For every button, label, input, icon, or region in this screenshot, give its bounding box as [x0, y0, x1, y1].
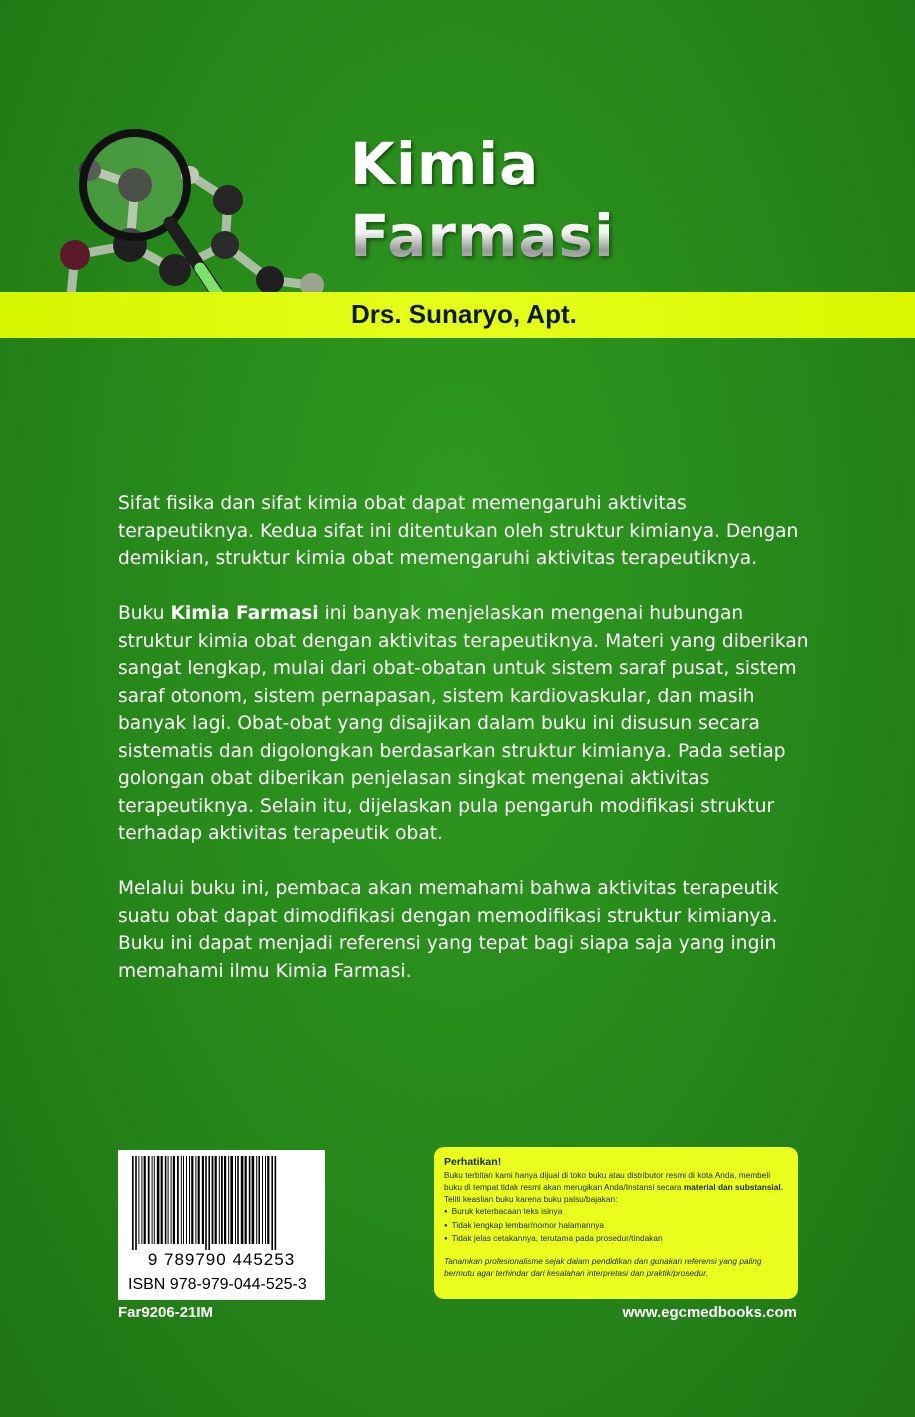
book-description [118, 490, 818, 1013]
paragraph-2-suffix: ini banyak menjelaskan mengenai hubungan struktur kimia obat dengan aktivitas terapeutiknya. Materi yang diberikan sangat lengkap, mulai dari obat-obatan untuk sistem saraf pusat, sistem saraf otonom, sistem pernapasan, sistem kardiovaskular, dan masih banyak lagi. Obat-obat yang disajikan dalam buku ini disusun secara sistematis dan digolongkan berdasarkan struktur kimianya. Pada setiap golongan obat diberikan penjelasan singkat mengenai aktivitas terapeutiknya. Selain itu, dijelaskan pula pengaruh modifikasi struktur terhadap aktivitas terapeutik obat. [118, 603, 809, 844]
notice-title: Perhatikan! [444, 1156, 502, 1168]
notice-list [444, 1205, 788, 1246]
paragraph-2-prefix: Buku [118, 603, 171, 624]
notice-box [434, 1147, 798, 1299]
notice-list-item: ● Tidak lengkap lembar/nomor halamannya [444, 1219, 788, 1233]
notice-list-item: ● Tidak jelas cetakannya, terutama pada prosedur/tindakan [444, 1232, 788, 1246]
barcode-panel [118, 1150, 325, 1300]
notice-footer: Tanamkan profesionalisme sejak dalam pendidikan dan gunakan referensi yang paling bermutu agar terhindar dari kesalahan interpretasi dan praktik/prosedur. [444, 1255, 762, 1278]
publisher-website: www.egcmedbooks.com [622, 1304, 797, 1321]
paragraph-2-book-name: Kimia Farmasi [170, 603, 319, 624]
notice-list-item: ● Buruk keterbacaan teks isinya [444, 1205, 788, 1219]
title-line-1: Kimia [350, 130, 540, 198]
isbn-number: ISBN 978-979-044-525-3 [128, 1276, 307, 1293]
description-paragraph-3: Melalui buku ini, pembaca akan memahami bahwa aktivitas terapeutik suatu obat dapat dimodifikasi dengan memodifikasi struktur kimianya. Buku ini dapat menjadi referensi yang tepat bagi siapa saja yang ingin memahami ilmu Kimia Farmasi. [118, 878, 779, 982]
book-author: Drs. Sunaryo, Apt. [351, 299, 577, 329]
title-line-2: Farmasi [350, 202, 615, 270]
product-code: Far9206-21IM [118, 1304, 214, 1321]
barcode-digits: 9 789790 445253 [147, 1250, 296, 1269]
description-paragraph-2 [118, 600, 818, 848]
notice-body-suffix: Teliti keaslian buku karena buku palsu/bajakan: [444, 1194, 618, 1204]
description-paragraph-1: Sifat fisika dan sifat kimia obat dapat memengaruhi aktivitas terapeutiknya. Kedua sifat ini ditentukan oleh struktur kimianya. Dengan demikian, struktur kimia obat memengaruhi aktivitas terapeutiknya. [118, 493, 799, 569]
notice-body [444, 1169, 788, 1205]
book-title [350, 128, 615, 272]
notice-body-bold: material dan substansial. [683, 1182, 783, 1192]
notice-body-prefix: Buku terbitan kami hanya dijual di toko buku atau distributor resmi di kota Anda, membeli buku di tempat tidak resmi akan merugikan Anda/Instansi secara [444, 1170, 771, 1192]
barcode-bars [118, 1150, 325, 1250]
